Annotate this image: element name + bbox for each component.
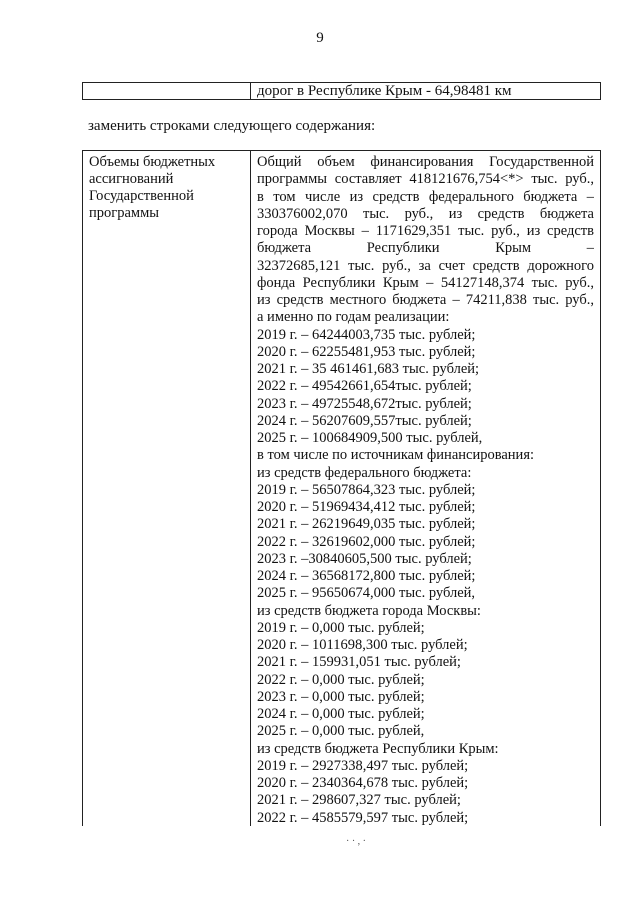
content-line: 2024 г. – 36568172,800 тыс. рублей; <box>257 568 476 584</box>
content-line: 2019 г. – 2927338,497 тыс. рублей; <box>257 757 469 774</box>
content-line: 2023 г. – 0,000 тыс. рублей; <box>257 688 425 705</box>
content-line: 2025 г. – 95650674,000 тыс. рублей, <box>257 585 476 602</box>
content-line: 2025 г. – 0,000 тыс. рублей, <box>257 723 425 740</box>
content-line: 2019 г. – 56507864,323 тыс. рублей; <box>257 481 476 498</box>
content-line: из средств федерального бюджета: <box>257 464 472 481</box>
content-line: из средств бюджета города Москвы: <box>257 602 481 619</box>
label-line: Объемы бюджетных <box>89 154 216 170</box>
content-line: 2024 г. – 0,000 тыс. рублей; <box>257 706 425 722</box>
replacement-intro-text: заменить строками следующего содержания: <box>88 118 376 134</box>
page-number: 9 <box>316 30 324 46</box>
content-line: фонда Республики Крым – 54127148,374 тыс. руб., <box>257 274 594 291</box>
previous-row-left-cell <box>83 83 251 99</box>
content-line: 2023 г. – 49725548,672тыс. рублей; <box>257 395 472 412</box>
content-line: программы составляет 418121676,754<*> тыс. руб., <box>257 171 594 188</box>
content-line: 330376002,070 тыс. руб., из средств бюджета <box>257 205 594 222</box>
previous-row-right-cell: дорог в Республике Крым - 64,98481 км <box>257 83 512 99</box>
content-line: 2021 г. – 26219649,035 тыс. рублей; <box>257 516 476 533</box>
content-line: 2019 г. – 0,000 тыс. рублей; <box>257 619 425 636</box>
content-line: 2021 г. – 159931,051 тыс. рублей; <box>257 654 461 671</box>
content-line: 2022 г. – 0,000 тыс. рублей; <box>257 671 425 688</box>
content-line: в том числе из средств федерального бюджета – <box>257 188 594 205</box>
budget-table-content-cell <box>251 151 600 826</box>
content-line: 2025 г. – 100684909,500 тыс. рублей, <box>257 430 483 446</box>
content-line: 2020 г. – 62255481,953 тыс. рублей; <box>257 343 476 360</box>
label-line: программы <box>89 205 159 221</box>
label-line: Государственной <box>89 188 194 204</box>
content-line: 2019 г. – 64244003,735 тыс. рублей; <box>257 326 476 343</box>
content-line: из средств бюджета Республики Крым: <box>257 740 499 757</box>
budget-table-label-cell <box>83 151 251 826</box>
content-line: Общий объем финансирования Государственной <box>257 154 594 170</box>
content-line: 2024 г. – 56207609,557тыс. рублей; <box>257 412 472 429</box>
content-line: города Москвы – 1171629,351 тыс. руб., из средств <box>257 223 594 239</box>
content-line: 2022 г. – 49542661,654тыс. рублей; <box>257 378 472 395</box>
content-line: 2022 г. – 4585579,597 тыс. рублей; <box>257 809 469 826</box>
content-line: а именно по годам реализации: <box>257 309 450 326</box>
content-line: из средств местного бюджета – 74211,838 тыс. руб., <box>257 292 594 308</box>
content-line: 2021 г. – 298607,327 тыс. рублей; <box>257 792 461 809</box>
label-line: ассигнований <box>89 171 174 187</box>
content-line: бюджета Республики Крым – <box>257 240 594 257</box>
content-line: в том числе по источникам финансирования: <box>257 447 535 464</box>
content-line: 2023 г. –30840605,500 тыс. рублей; <box>257 550 472 567</box>
previous-table-row <box>82 82 601 100</box>
content-line: 2020 г. – 1011698,300 тыс. рублей; <box>257 637 468 653</box>
content-line: 32372685,121 тыс. руб., за счет средств дорожного <box>257 257 594 274</box>
budget-table <box>82 150 601 826</box>
content-line: 2020 г. – 2340364,678 тыс. рублей; <box>257 775 469 791</box>
scan-marks: · · , · <box>346 836 366 847</box>
content-line: 2022 г. – 32619602,000 тыс. рублей; <box>257 533 476 550</box>
content-line: 2021 г. – 35 461461,683 тыс. рублей; <box>257 361 480 377</box>
content-line: 2020 г. – 51969434,412 тыс. рублей; <box>257 499 476 515</box>
